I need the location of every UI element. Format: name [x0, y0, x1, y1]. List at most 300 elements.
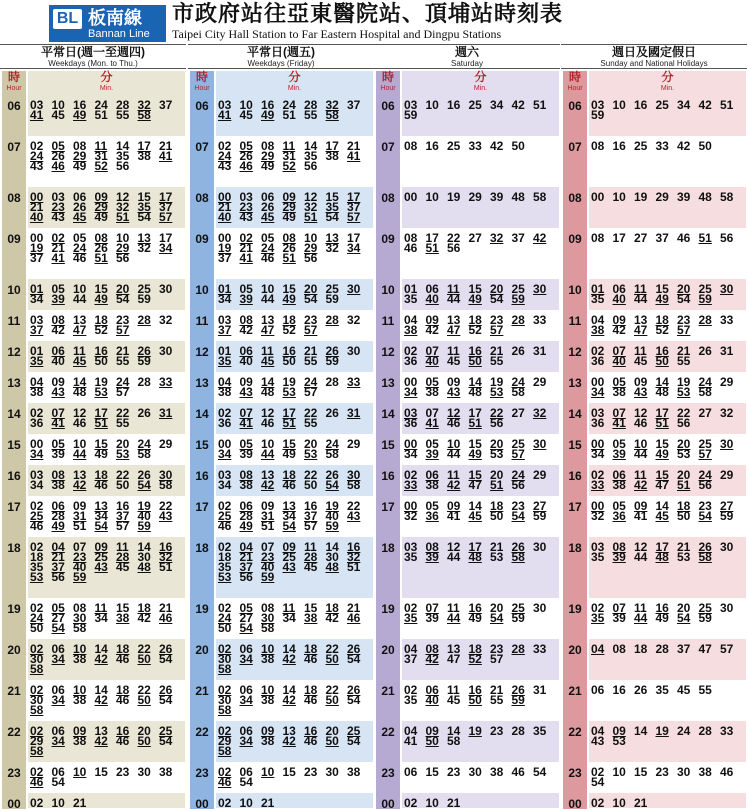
minute-entry-dingpu: 54 [677, 611, 691, 625]
hour-value: 17 [568, 500, 582, 514]
hour-row [374, 228, 560, 279]
minute-entry: 15 [468, 282, 482, 296]
hour-rows [561, 95, 747, 809]
minute-entry-dingpu: 42 [447, 478, 461, 492]
minute-entry-dingpu: 30 [73, 611, 87, 625]
minute-entry-dingpu: 37 [51, 560, 65, 574]
minute-entry: 38 [73, 652, 87, 666]
minute-entry-dingpu: 50 [655, 354, 669, 368]
minute-entry: 38 [261, 652, 275, 666]
minute-entry-dingpu: 18 [282, 468, 296, 482]
minute-entry-dingpu: 30 [533, 282, 547, 296]
minute-entry-dingpu: 05 [239, 139, 253, 153]
column-title-zh: 週日及國定假日 [611, 45, 696, 59]
minute-entry: 58 [698, 385, 712, 399]
minute-entry-dingpu: 53 [30, 570, 44, 584]
minute-entry: 30 [218, 693, 232, 707]
minute-entry: 21 [51, 550, 65, 564]
minute-entry: 19 [490, 375, 504, 389]
minute-entry: 22 [677, 406, 691, 420]
minute-entry: 17 [612, 231, 626, 245]
hour-value: 07 [568, 140, 582, 154]
minute-entry: 16 [73, 98, 87, 112]
minute-entry-dingpu: 43 [239, 385, 253, 399]
minute-entry-dingpu: 07 [425, 601, 439, 615]
minute-entry-dingpu: 29 [261, 149, 275, 163]
minute-entry: 02 [404, 796, 418, 810]
minute-entry-dingpu: 58 [218, 703, 232, 717]
minute-entry-dingpu: 34 [51, 652, 65, 666]
minute-entry: 56 [304, 251, 318, 265]
minute-entry: 29 [218, 734, 232, 748]
minutes-list [404, 231, 560, 279]
minute-entry-dingpu: 42 [261, 478, 275, 492]
minute-entry-dingpu: 31 [347, 406, 361, 420]
minute-entry: 30 [677, 765, 691, 779]
minute-entry: 59 [591, 108, 605, 122]
minute-entry-dingpu: 34 [218, 447, 232, 461]
hour-row [0, 341, 186, 372]
minute-entry-dingpu: 10 [73, 683, 87, 697]
minute-entry-dingpu: 35 [404, 611, 418, 625]
column-title-en: Sunday and National Holidays [600, 59, 708, 68]
minute-entry-dingpu: 17 [282, 406, 296, 420]
minutes-list [591, 231, 747, 279]
minute-entry: 16 [634, 98, 648, 112]
minute-entry: 10 [304, 231, 318, 245]
minutes-list [404, 765, 560, 793]
minute-entry-dingpu: 43 [347, 509, 361, 523]
minute-entry: 59 [533, 509, 547, 523]
minute-entry: 14 [655, 499, 669, 513]
minute-entry: 43 [591, 734, 605, 748]
minutes-list [591, 499, 747, 537]
minute-entry-dingpu: 20 [116, 282, 130, 296]
minute-entry-dingpu: 09 [94, 540, 108, 554]
minute-entry: 51 [159, 560, 173, 574]
minute-entry: 35 [404, 292, 418, 306]
minute-entry-dingpu: 20 [490, 437, 504, 451]
minute-entry: 26 [282, 241, 296, 255]
minute-entry-dingpu: 16 [159, 540, 173, 554]
minute-entry: 22 [325, 642, 339, 656]
minute-entry-dingpu: 09 [612, 313, 626, 327]
minute-entry: 15 [468, 437, 482, 451]
minute-entry-dingpu: 54 [282, 519, 296, 533]
minute-entry: 42 [137, 611, 151, 625]
hour-row [374, 598, 560, 639]
minute-entry: 11 [634, 344, 647, 358]
hour-row [374, 465, 560, 496]
minutes-list [404, 683, 560, 721]
minutes-list [591, 468, 747, 496]
minute-entry: 22 [304, 406, 318, 420]
minute-entry-dingpu: 23 [239, 200, 253, 214]
minute-entry: 09 [239, 375, 253, 389]
minute-entry: 44 [447, 292, 461, 306]
minute-entry-dingpu: 32 [347, 550, 361, 564]
minute-entry: 02 [591, 765, 605, 779]
column-title-zh: 週六 [454, 45, 479, 59]
minute-entry: 00 [30, 231, 44, 245]
minute-entry: 54 [51, 775, 65, 789]
minute-entry: 44 [447, 550, 461, 564]
minute-entry-dingpu: 49 [94, 292, 108, 306]
minute-entry-dingpu: 08 [239, 468, 253, 482]
minute-entry: 58 [347, 478, 361, 492]
hour-row [188, 762, 374, 793]
minute-entry-dingpu: 04 [51, 540, 65, 554]
hour-value: 15 [381, 438, 395, 452]
minute-entry-dingpu: 47 [634, 323, 648, 337]
minute-entry: 12 [304, 190, 318, 204]
minute-entry-dingpu: 51 [677, 478, 691, 492]
minute-entry-dingpu: 43 [634, 385, 648, 399]
minute-entry-dingpu: 51 [94, 251, 108, 265]
minute-label [589, 71, 746, 95]
minute-entry: 14 [634, 724, 648, 738]
minute-entry: 02 [30, 139, 44, 153]
minute-entry-dingpu: 24 [116, 375, 130, 389]
minute-entry: 51 [282, 108, 296, 122]
minute-entry-dingpu: 52 [282, 159, 296, 173]
minute-entry: 55 [116, 416, 130, 430]
minute-entry: 45 [239, 108, 253, 122]
minute-entry: 58 [325, 447, 339, 461]
minute-entry-dingpu: 47 [73, 323, 87, 337]
minute-entry: 04 [404, 642, 418, 656]
minutes-list [218, 190, 374, 228]
minute-entry: 16 [304, 499, 318, 513]
minute-entry-dingpu: 34 [239, 693, 253, 707]
minute-entry-dingpu: 30 [159, 468, 173, 482]
minute-entry-dingpu: 08 [425, 540, 439, 554]
minute-entry-dingpu: 49 [655, 447, 669, 461]
minute-entry: 19 [94, 375, 108, 389]
minute-entry-dingpu: 24 [698, 375, 712, 389]
minute-entry: 30 [533, 540, 547, 554]
minute-entry: 31 [720, 344, 734, 358]
column-title-en: Weekdays (Mon. to Thu.) [48, 59, 138, 68]
minute-entry-dingpu: 05 [51, 437, 65, 451]
minute-entry: 32 [720, 406, 734, 420]
minute-entry: 37 [159, 200, 173, 214]
minute-entry: 38 [347, 765, 361, 779]
minute-entry: 21 [347, 139, 361, 153]
minute-entry-dingpu: 36 [612, 509, 626, 523]
hour-value: 15 [195, 438, 209, 452]
minute-entry: 38 [261, 693, 275, 707]
minute-entry: 25 [94, 550, 108, 564]
hour-label-en: Hour [194, 85, 210, 92]
minute-entry: 34 [282, 509, 296, 523]
minute-entry-dingpu: 59 [73, 570, 87, 584]
minute-entry-dingpu: 02 [218, 724, 232, 738]
minute-entry: 43 [51, 210, 65, 224]
minute-entry: 21 [677, 344, 691, 358]
minute-entry: 54 [159, 652, 173, 666]
minute-entry: 02 [218, 540, 232, 554]
minute-entry-dingpu: 49 [468, 292, 482, 306]
minute-entry-dingpu: 40 [425, 693, 439, 707]
minute-entry: 20 [490, 601, 504, 615]
minute-entry: 14 [116, 139, 130, 153]
hour-label-zh: 時 [7, 70, 20, 84]
minute-entry: 05 [239, 282, 253, 296]
minute-entry: 45 [634, 354, 648, 368]
minute-entry-dingpu: 01 [218, 282, 232, 296]
minute-entry: 53 [490, 550, 504, 564]
minutes-list [30, 344, 186, 372]
minute-entry: 15 [634, 765, 648, 779]
minute-entry: 26 [634, 683, 648, 697]
minute-entry-dingpu: 42 [282, 652, 296, 666]
minutes-list [218, 765, 374, 793]
minute-entry: 06 [261, 190, 275, 204]
minute-entry-dingpu: 04 [591, 642, 605, 656]
minute-entry-dingpu: 04 [30, 375, 44, 389]
minute-entry: 09 [73, 499, 87, 513]
hour-row [561, 372, 747, 403]
hour-value: 00 [568, 797, 582, 811]
minute-entry-dingpu: 03 [404, 406, 418, 420]
minute-entry: 36 [591, 416, 605, 430]
minute-entry: 33 [468, 139, 482, 153]
minute-entry: 21 [30, 200, 44, 214]
minute-entry-dingpu: 59 [511, 292, 525, 306]
minute-entry: 06 [51, 765, 65, 779]
minute-entry: 35 [655, 683, 669, 697]
minute-entry: 44 [634, 292, 648, 306]
hour-value: 09 [195, 232, 209, 246]
minute-entry: 16 [116, 499, 130, 513]
minute-entry: 38 [261, 734, 275, 748]
minute-entry-dingpu: 18 [677, 499, 691, 513]
minute-entry: 19 [677, 375, 691, 389]
minute-entry: 29 [533, 375, 547, 389]
minute-entry: 22 [447, 231, 461, 245]
minute-label-zh: 分 [661, 70, 674, 84]
minute-entry: 33 [720, 313, 734, 327]
minute-entry: 22 [137, 642, 151, 656]
minute-entry: 35 [116, 149, 130, 163]
hour-row [561, 721, 747, 762]
minute-entry: 36 [30, 416, 44, 430]
minute-entry: 46 [720, 765, 734, 779]
hour-row [561, 341, 747, 372]
minute-entry-dingpu: 54 [325, 478, 339, 492]
minute-entry: 06 [425, 282, 439, 296]
column-header [374, 44, 560, 69]
minute-entry: 46 [447, 416, 461, 430]
minute-entry-dingpu: 58 [30, 703, 44, 717]
minute-entry-dingpu: 38 [404, 323, 418, 337]
minute-entry-dingpu: 25 [347, 724, 361, 738]
minute-entry: 27 [468, 231, 482, 245]
minute-entry: 59 [325, 292, 339, 306]
minute-entry: 37 [677, 642, 691, 656]
minute-entry: 51 [720, 98, 734, 112]
minute-entry: 50 [511, 139, 525, 153]
hour-row [374, 403, 560, 434]
minute-entry: 46 [94, 478, 108, 492]
hour-value: 09 [7, 232, 21, 246]
minute-entry-dingpu: 32 [159, 550, 173, 564]
minute-entry-dingpu: 18 [94, 313, 108, 327]
minute-entry: 20 [677, 601, 691, 615]
hour-value: 22 [381, 725, 395, 739]
minute-entry: 39 [612, 611, 626, 625]
minutes-list [591, 344, 747, 372]
hour-label [190, 71, 214, 95]
hour-row [561, 310, 747, 341]
minute-entry-dingpu: 09 [425, 313, 439, 327]
minute-entry-dingpu: 24 [304, 375, 318, 389]
minute-entry-dingpu: 14 [73, 375, 87, 389]
minute-entry: 28 [655, 642, 669, 656]
minute-entry: 23 [655, 765, 669, 779]
hour-row [188, 187, 374, 228]
minute-entry: 18 [634, 642, 648, 656]
minute-entry: 37 [347, 200, 361, 214]
hour-value: 20 [381, 643, 395, 657]
minutes-list [404, 344, 560, 372]
minute-entry: 58 [720, 190, 734, 204]
minute-entry: 02 [591, 796, 605, 810]
minute-entry-dingpu: 09 [282, 540, 296, 554]
minute-entry: 05 [612, 437, 626, 451]
hour-value: 00 [381, 797, 395, 811]
minute-entry: 13 [94, 724, 108, 738]
column-title-zh: 平常日(週一至週四) [41, 45, 145, 59]
minute-entry: 50 [677, 509, 691, 523]
minute-entry-dingpu: 05 [51, 139, 65, 153]
minute-entry: 26 [261, 200, 275, 214]
minute-entry-dingpu: 28 [698, 313, 712, 327]
minute-entry: 37 [404, 652, 418, 666]
minute-entry: 48 [261, 385, 275, 399]
hour-row [0, 434, 186, 465]
minute-entry: 49 [468, 611, 482, 625]
minute-entry-dingpu: 10 [73, 642, 87, 656]
minute-entry: 23 [304, 313, 318, 327]
minute-entry: 02 [218, 601, 232, 615]
minute-entry-dingpu: 19 [30, 241, 44, 255]
minute-entry: 23 [490, 642, 504, 656]
minute-entry: 20 [137, 724, 151, 738]
minutes-list [591, 796, 747, 808]
minute-entry-dingpu: 51 [282, 416, 296, 430]
minute-entry: 51 [73, 519, 87, 533]
minute-entry: 02 [30, 406, 44, 420]
hour-row [188, 434, 374, 465]
minute-entry: 46 [261, 416, 275, 430]
minute-entry-dingpu: 33 [591, 478, 605, 492]
minute-entry-dingpu: 39 [612, 447, 626, 461]
minute-label-en: Min. [287, 85, 302, 92]
minute-entry: 20 [304, 437, 318, 451]
page-subtitle: Taipei City Hall Station to Far Eastern Hospital and Dingpu Stations [172, 27, 502, 41]
minute-entry: 54 [137, 210, 151, 224]
minutes-list [591, 724, 747, 762]
minute-entry-dingpu: 18 [304, 642, 318, 656]
minute-entry-dingpu: 23 [51, 200, 65, 214]
hour-value: 21 [568, 684, 582, 698]
minute-entry: 13 [447, 642, 461, 656]
minute-entry-dingpu: 24 [511, 468, 525, 482]
minute-entry-dingpu: 41 [239, 416, 253, 430]
hour-row [561, 537, 747, 598]
minutes-list [218, 344, 374, 372]
minute-entry-dingpu: 02 [30, 724, 44, 738]
minute-entry-dingpu: 07 [239, 406, 253, 420]
minute-entry-dingpu: 20 [677, 437, 691, 451]
minute-entry: 09 [261, 499, 275, 513]
minute-entry-dingpu: 44 [634, 611, 648, 625]
minute-entry-dingpu: 13 [94, 499, 108, 513]
minute-entry: 07 [261, 540, 275, 554]
minute-entry: 38 [612, 385, 626, 399]
minute-entry-dingpu: 23 [261, 550, 275, 564]
hour-rows [374, 95, 560, 809]
minute-entry: 34 [94, 509, 108, 523]
minute-entry-dingpu: 02 [218, 642, 232, 656]
minute-entry-dingpu: 49 [655, 292, 669, 306]
hour-value: 18 [568, 541, 582, 555]
minute-entry: 50 [116, 478, 130, 492]
hour-value: 16 [195, 469, 209, 483]
minute-entry: 04 [591, 313, 605, 327]
minutes-list [404, 437, 560, 465]
minute-entry: 03 [404, 98, 418, 112]
minute-entry: 26 [51, 149, 65, 163]
minute-entry: 49 [282, 210, 296, 224]
hour-value: 15 [7, 438, 21, 452]
hour-row [0, 279, 186, 310]
minute-entry: 35 [404, 693, 418, 707]
minute-entry: 36 [218, 416, 232, 430]
minute-entry: 25 [698, 437, 712, 451]
hour-value: 14 [7, 407, 21, 421]
minute-entry-dingpu: 49 [282, 292, 296, 306]
minute-entry: 34 [404, 447, 418, 461]
minute-entry-dingpu: 07 [51, 406, 65, 420]
minute-entry-dingpu: 33 [347, 375, 361, 389]
minute-label [216, 71, 373, 95]
minute-entry: 50 [698, 139, 712, 153]
minute-entry-dingpu: 46 [51, 159, 65, 173]
minute-entry-dingpu: 25 [218, 509, 232, 523]
hour-row [374, 537, 560, 598]
minute-entry-dingpu: 46 [347, 611, 361, 625]
hour-row [0, 403, 186, 434]
minutes-list [404, 406, 560, 434]
minute-entry-dingpu: 05 [612, 375, 626, 389]
minute-entry: 29 [533, 468, 547, 482]
minute-entry: 22 [325, 683, 339, 697]
minute-entry: 03 [30, 468, 44, 482]
minute-entry-dingpu: 05 [239, 437, 253, 451]
hour-row [561, 762, 747, 793]
minute-entry: 28 [51, 509, 65, 523]
minute-entry: 09 [51, 375, 65, 389]
minute-entry: 58 [159, 478, 173, 492]
minute-entry-dingpu: 39 [51, 292, 65, 306]
hour-row [561, 793, 747, 811]
minute-entry: 25 [325, 282, 339, 296]
minute-entry-dingpu: 53 [218, 570, 232, 584]
minute-entry: 40 [137, 509, 151, 523]
